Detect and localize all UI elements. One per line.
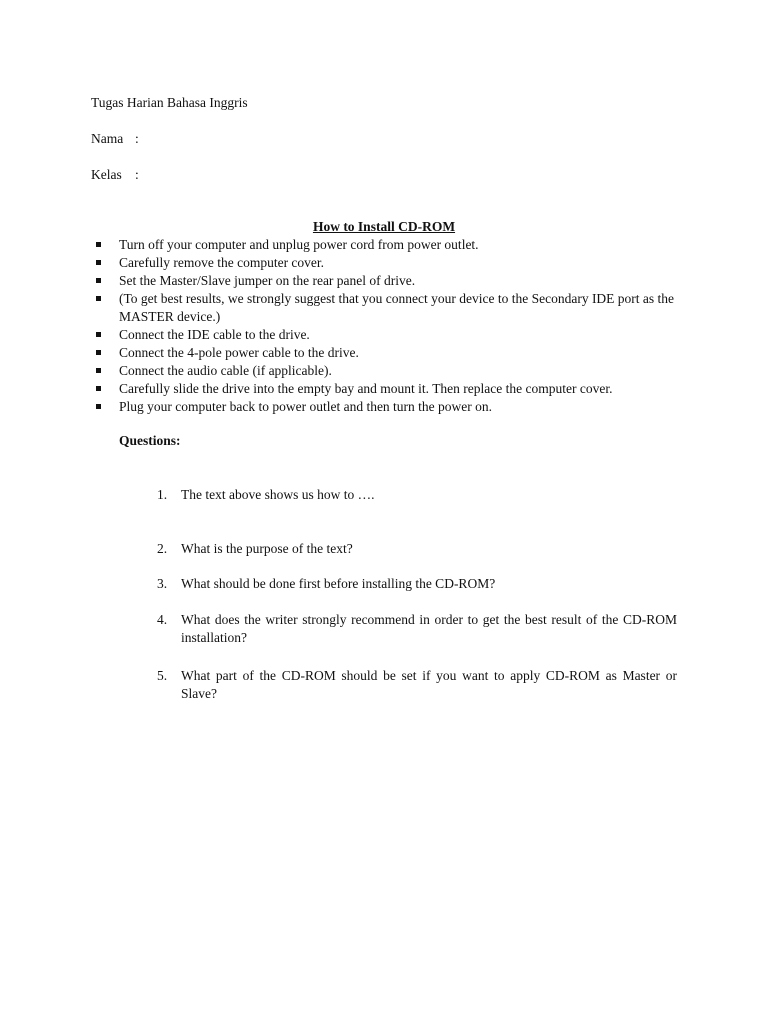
list-item [96,254,678,272]
class-field-label: Kelas [91,167,122,182]
list-item [96,272,678,290]
name-field [91,130,139,148]
step-text: Set the Master/Slave jumper on the rear panel of drive. [119,273,416,288]
square-bullet-icon [96,260,101,265]
question-item [157,486,677,504]
square-bullet-icon [96,386,101,391]
question-number: 4. [157,612,168,627]
list-item [96,236,678,254]
question-number: 3. [157,576,168,591]
question-item [157,575,677,593]
step-text: (To get best results, we strongly suggest that you connect your device to the Secondary IDE port as the MASTER device.) [119,291,675,324]
question-text: What does the writer strongly recommend in order to get the best result of the CD-ROM installation? [181,612,677,645]
list-item [96,398,678,416]
step-text: Connect the 4-pole power cable to the drive. [119,345,359,360]
list-item [96,290,678,326]
square-bullet-icon [96,404,101,409]
questions-heading: Questions: [119,433,181,448]
question-item [157,667,677,703]
question-text: What is the purpose of the text? [181,541,353,556]
question-text: What should be done first before installing the CD-ROM? [181,576,496,591]
step-text: Plug your computer back to power outlet and then turn the power on. [119,399,493,414]
question-number: 5. [157,668,168,683]
square-bullet-icon [96,296,101,301]
question-text: What part of the CD-ROM should be set if you want to apply CD-ROM as Master or Slave? [181,668,677,701]
question-text: The text above shows us how to …. [181,487,375,502]
step-text: Connect the audio cable (if applicable). [119,363,332,378]
square-bullet-icon [96,368,101,373]
install-steps-list [96,236,678,416]
name-field-separator: : [135,131,139,146]
list-item [96,362,678,380]
class-field [91,166,139,184]
square-bullet-icon [96,332,101,337]
step-text: Carefully slide the drive into the empty bay and mount it. Then replace the computer cover. [119,381,613,396]
list-item [96,380,678,398]
square-bullet-icon [96,350,101,355]
square-bullet-icon [96,278,101,283]
list-item [96,326,678,344]
name-field-label: Nama [91,131,124,146]
question-number: 1. [157,487,168,502]
class-field-separator: : [135,167,139,182]
step-text: Turn off your computer and unplug power cord from power outlet. [119,237,479,252]
header-title: Tugas Harian Bahasa Inggris [91,95,248,110]
step-text: Carefully remove the computer cover. [119,255,325,270]
square-bullet-icon [96,242,101,247]
question-item [157,611,677,647]
question-number: 2. [157,541,168,556]
question-item [157,540,677,558]
step-text: Connect the IDE cable to the drive. [119,327,310,342]
list-item [96,344,678,362]
document-title: How to Install CD-ROM [312,219,456,234]
